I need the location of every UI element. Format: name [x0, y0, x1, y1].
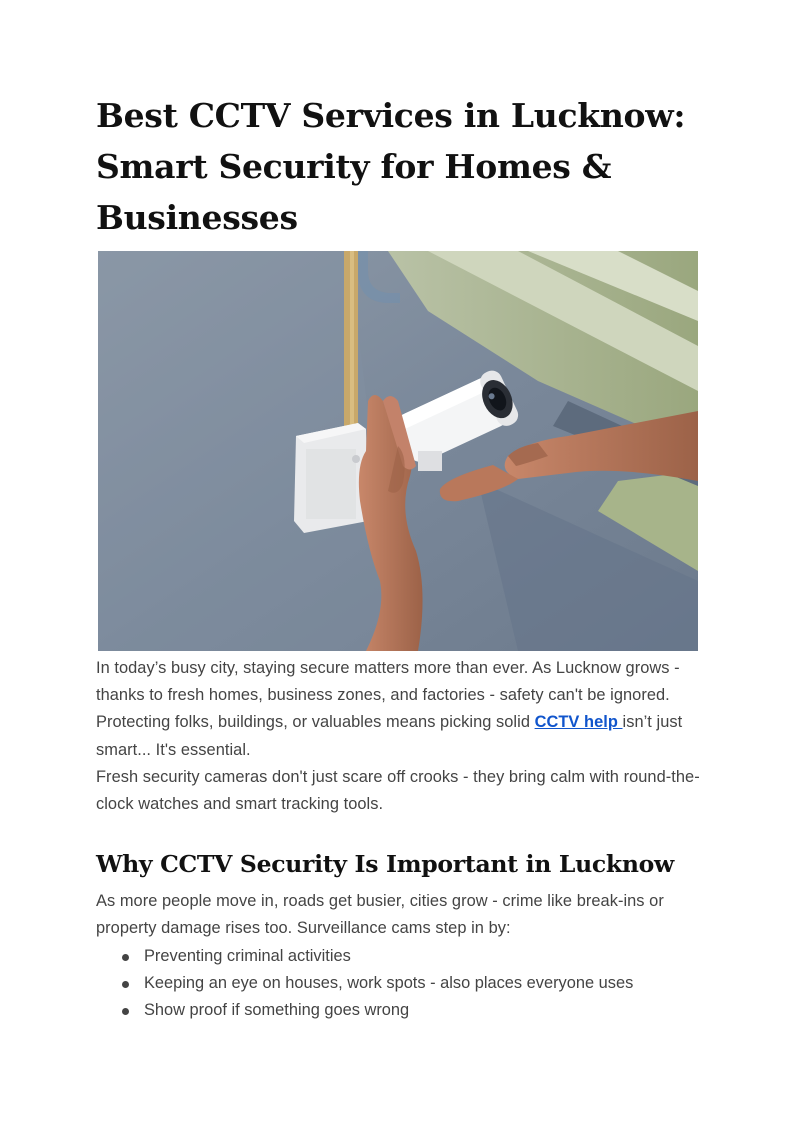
section-paragraph	[96, 888, 702, 942]
title-line-2: Smart Security for Homes &	[96, 147, 612, 186]
list-item	[122, 970, 702, 997]
cctv-help-link[interactable]: CCTV help	[534, 713, 623, 732]
title-line-1: Best CCTV Services in Lucknow:	[96, 96, 686, 135]
list-item	[122, 943, 702, 970]
bullet-text: Keeping an eye on houses, work spots - also places everyone uses	[144, 973, 634, 992]
bullet-icon	[122, 954, 129, 961]
bullet-list	[96, 943, 702, 1025]
bullet-icon	[122, 981, 129, 988]
bullet-text: Show proof if something goes wrong	[144, 1001, 410, 1020]
page-title	[96, 90, 702, 243]
intro-paragraph-1	[96, 655, 702, 764]
bullet-text: Preventing criminal activities	[144, 946, 351, 965]
hero-image	[98, 251, 698, 651]
list-item	[122, 997, 702, 1024]
intro-text-part-2: isn’t just smart... It's essential.	[96, 713, 683, 759]
intro-text-part-1: In today’s busy city, staying secure matters more than ever. As Lucknow grows - thanks to fresh homes, business zones, and factories - safety can't be ignored. Protecting folks, buildings, or valuables means picking solid	[96, 659, 680, 732]
section-heading: Why CCTV Security Is Important in Lucknow	[96, 850, 674, 879]
document-page	[96, 90, 702, 1024]
title-line-3: Businesses	[96, 198, 298, 237]
intro-paragraph-2: Fresh security cameras don't just scare off crooks - they bring calm with round-the-clock watches and smart tracking tools.	[96, 767, 700, 814]
section-paragraph-text: As more people move in, roads get busier, cities grow - crime like break-ins or property damage rises too. Surveillance cams step in by:	[96, 892, 664, 938]
intro-text	[96, 655, 702, 818]
bullet-icon	[122, 1008, 129, 1015]
cctv-camera-install-photo	[98, 251, 698, 651]
